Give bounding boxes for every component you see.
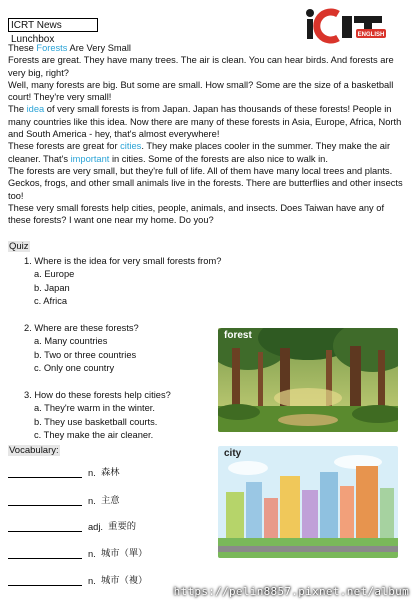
article-title: These Forests Are Very Small bbox=[8, 43, 131, 53]
vocab-meaning: 森林 bbox=[100, 467, 120, 477]
article-paragraph-5: The forests are very small, but they're full of life. All of them have many local trees and plants. Geckos, frogs, and other small animals live in the forests. There are butterflies and other insects too! bbox=[8, 165, 403, 201]
option-c: c. Africa bbox=[34, 295, 68, 306]
logo-sub-text: ENGLISH bbox=[357, 32, 385, 38]
question-text: 1. Where is the idea for very small forests from? bbox=[24, 256, 222, 266]
option-a: a. Europe bbox=[34, 269, 75, 280]
article-paragraph-3: The idea of very small forests is from Japan. Japan has thousands of these forests! People in many countries like this idea. Now there are many of these forests in Asia, Europe, Africa, North and South America - hey, that's almost everywhere! bbox=[8, 104, 402, 140]
article-paragraph-1: Forests are great. They have many trees. The air is clean. You can hear birds. And forests are very big, right? bbox=[8, 55, 394, 78]
icrt-logo bbox=[298, 4, 390, 44]
vocab-pos: n. bbox=[88, 468, 96, 478]
article-paragraph-4: These forests are great for cities. They make places cooler in the summer. They make the air cleaner. That's important in cities. Some of the forests are also nice to walk in. bbox=[8, 141, 391, 164]
option-c: c. Only one country bbox=[34, 362, 115, 373]
vocab-pos: adj. bbox=[88, 522, 103, 532]
vocab-blank[interactable] bbox=[8, 521, 82, 532]
city-image bbox=[218, 446, 398, 558]
vocab-meaning: 主意 bbox=[100, 495, 120, 505]
option-b: b. Two or three countries bbox=[34, 349, 137, 360]
vocab-blank[interactable] bbox=[8, 467, 82, 478]
question-text: 2. Where are these forests? bbox=[24, 323, 139, 333]
city-illustration bbox=[218, 446, 398, 558]
forest-image-label: forest bbox=[224, 330, 252, 341]
quiz-question-2 bbox=[24, 322, 139, 375]
quiz-question-3 bbox=[24, 389, 171, 442]
vocab-item-1 bbox=[8, 464, 120, 478]
vocab-item-2 bbox=[8, 492, 120, 506]
vocabulary-label: Vocabulary: bbox=[9, 445, 59, 456]
highlight-cities: cities bbox=[120, 141, 142, 152]
vocab-item-4 bbox=[8, 545, 147, 559]
highlight-important: important bbox=[70, 153, 110, 164]
option-b: b. They use basketball courts. bbox=[34, 416, 158, 427]
article-paragraph-6: These very small forests help cities, people, animals, and insects. Does Taiwan have any of these forests? I want one near my home. Do you? bbox=[8, 202, 385, 226]
option-c: c. They make the air cleaner. bbox=[34, 429, 154, 440]
vocab-item-3 bbox=[8, 518, 136, 532]
vocab-pos: n. bbox=[88, 496, 96, 506]
option-a: a. Many countries bbox=[34, 336, 108, 347]
header-box-label: ICRT News Lunchbox bbox=[11, 20, 62, 45]
vocab-meaning: 城市（單） bbox=[100, 548, 148, 558]
watermark-url: https://pelin8857.pixnet.net/album bbox=[173, 585, 409, 598]
highlight-idea: idea bbox=[26, 104, 45, 115]
vocab-blank[interactable] bbox=[8, 548, 82, 559]
option-a: a. They're warm in the winter. bbox=[34, 403, 155, 414]
quiz-label: Quiz bbox=[9, 241, 29, 252]
city-image-label: city bbox=[224, 448, 242, 459]
forest-image bbox=[218, 328, 398, 432]
vocab-pos: n. bbox=[88, 549, 96, 559]
article-paragraph-2: Well, many forests are big. But some are small. How small? Some are the size of a basketball court! They're very small! bbox=[8, 79, 394, 103]
option-b: b. Japan bbox=[34, 282, 70, 293]
highlight-forests: Forests bbox=[36, 43, 68, 53]
vocab-pos: n. bbox=[88, 576, 96, 586]
quiz-question-1 bbox=[24, 255, 221, 308]
vocab-meaning: 重要的 bbox=[108, 521, 137, 531]
vocab-meaning: 城市（複） bbox=[100, 575, 148, 585]
vocab-item-5 bbox=[8, 572, 147, 586]
vocab-blank[interactable] bbox=[8, 575, 82, 586]
header-box bbox=[8, 18, 98, 45]
forest-illustration bbox=[218, 328, 398, 432]
question-text: 3. How do these forests help cities? bbox=[24, 390, 171, 400]
vocab-blank[interactable] bbox=[8, 495, 82, 506]
article bbox=[8, 42, 408, 226]
